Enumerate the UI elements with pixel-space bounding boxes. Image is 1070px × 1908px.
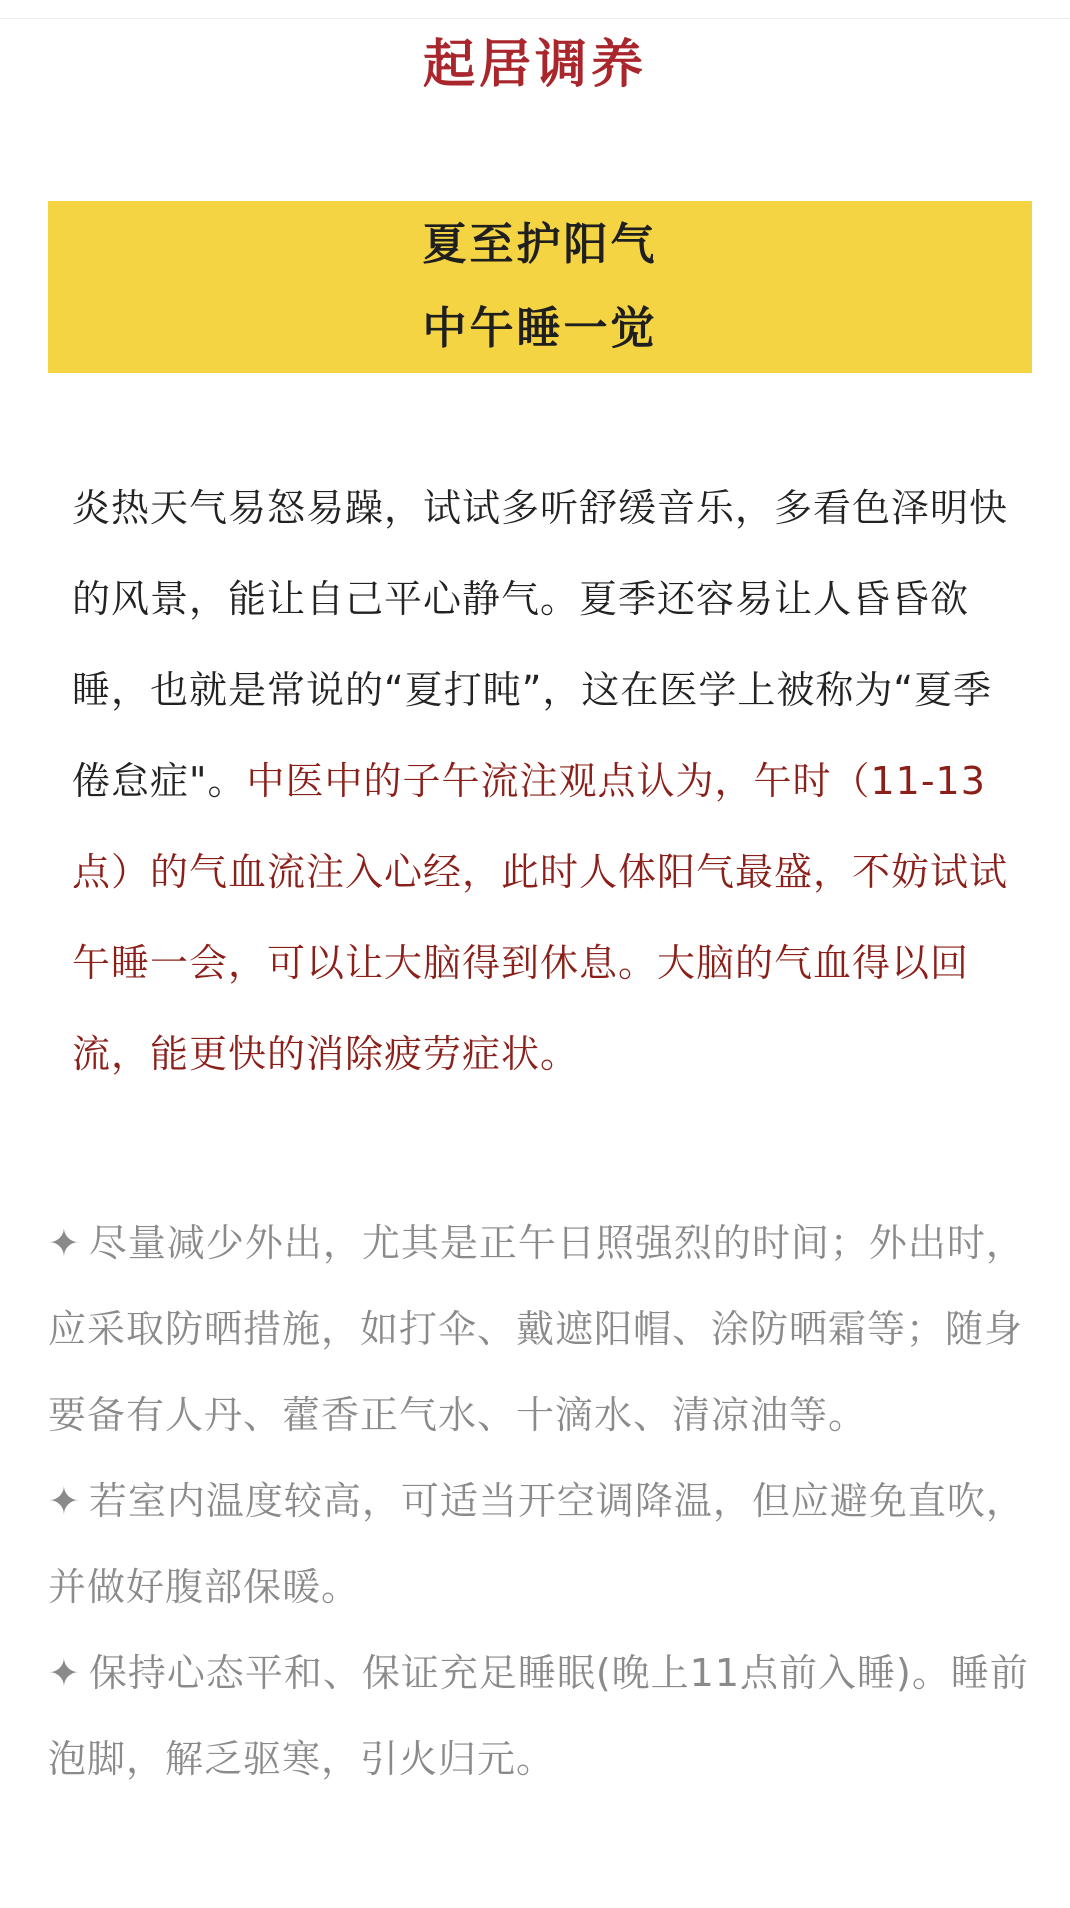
four-point-star-icon: ✦ [48,1479,81,1523]
four-point-star-icon: ✦ [48,1651,81,1695]
tip-item [48,1630,1032,1802]
tip-item [48,1200,1032,1458]
banner-line-1: 夏至护阳气 [422,219,658,270]
top-divider [0,18,1070,19]
tip-text: 若室内温度较高，可适当开空调降温，但应避免直吹，并做好腹部保暖。 [48,1479,1025,1609]
tip-text: 尽量减少外出，尤其是正午日照强烈的时间；外出时，应采取防晒措施，如打伞、戴遮阳帽、涂防晒霜等；随身要备有人丹、藿香正气水、十滴水、清凉油等。 [48,1221,1025,1437]
intro-text: 炎热天气易怒易躁，试试多听舒缓音乐，多看色泽明快的风景，能让自己平心静气。夏季还容易让人昏昏欲睡，也就是常说的“夏打盹”，这在医学上被称为“夏季倦怠症"。 [72,486,1009,803]
headline-banner [48,201,1032,373]
tip-text: 保持心态平和、保证充足睡眠(晚上11点前入睡)。睡前泡脚，解乏驱寒，引火归元。 [48,1651,1029,1781]
tip-item [48,1458,1032,1630]
intro-paragraph [72,463,1012,1100]
banner-line-2: 中午睡一觉 [422,303,658,354]
tips-list [48,1200,1032,1802]
section-title: 起居调养 [422,35,647,95]
four-point-star-icon: ✦ [48,1221,81,1265]
intro-highlight-text: 中医中的子午流注观点认为，午时（11-13点）的气血流注入心经，此时人体阳气最盛，不妨试试午睡一会，可以让大脑得到休息。大脑的气血得以回流，能更快的消除疲劳症状。 [72,759,1009,1076]
